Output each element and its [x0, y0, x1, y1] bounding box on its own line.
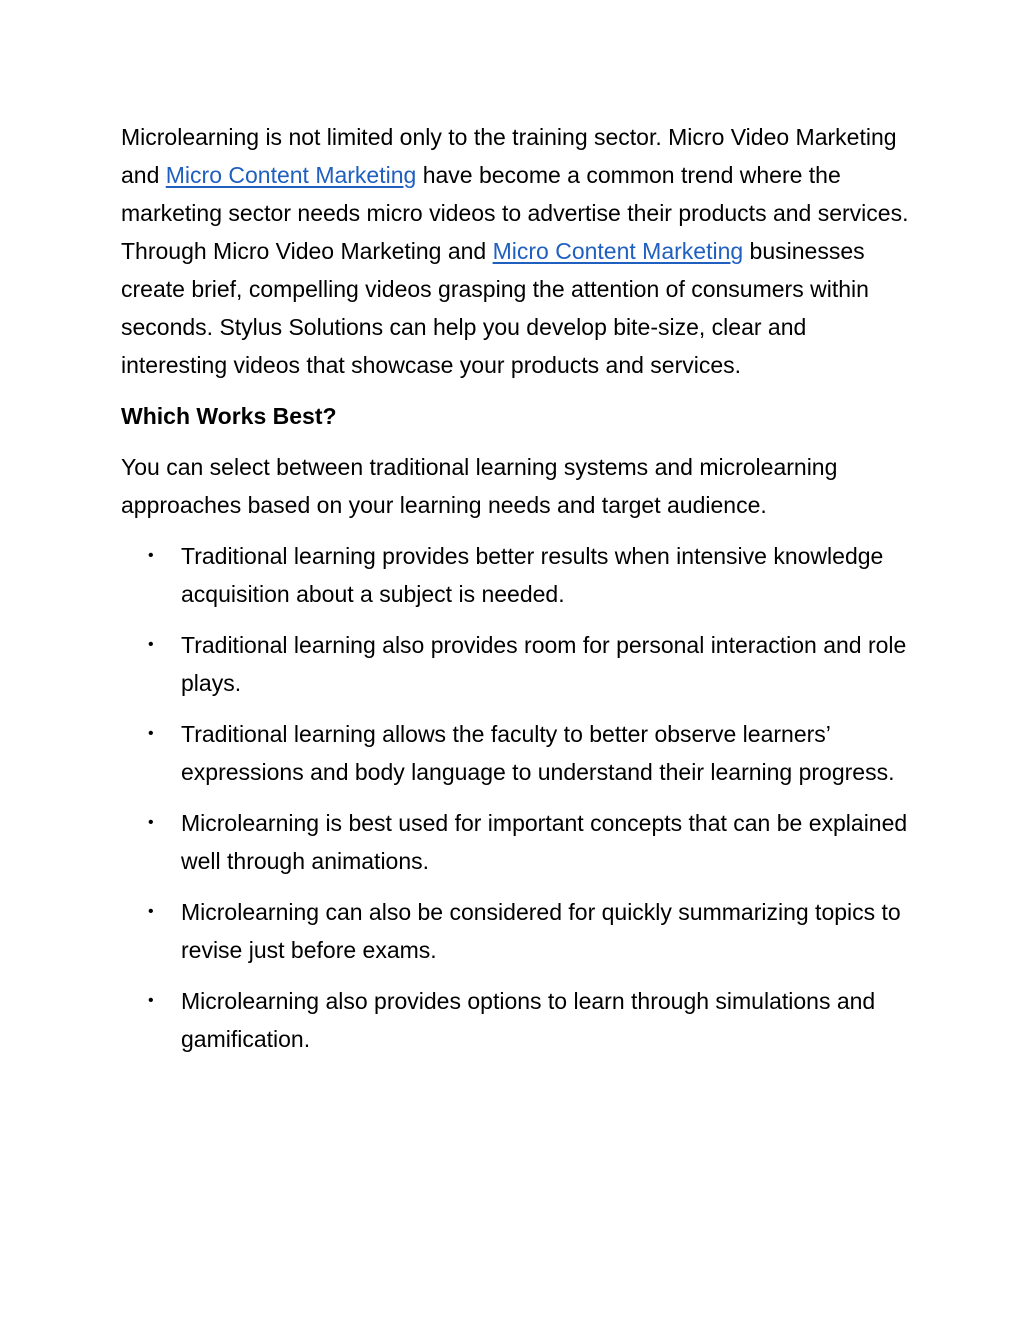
list-item-text: Traditional learning also provides room for personal interaction and role plays. — [181, 632, 907, 696]
bullet-icon: • — [148, 547, 154, 564]
bullet-icon: • — [148, 992, 154, 1009]
document-page — [121, 118, 911, 1071]
bullet-icon: • — [148, 903, 154, 920]
list-item-text: Microlearning is best used for important concepts that can be explained well through animations. — [181, 810, 908, 874]
list-item-text: Traditional learning allows the faculty to better observe learners’ expressions and body language to understand their learning progress. — [181, 721, 895, 785]
list-item — [121, 804, 911, 880]
intro-text-1: Microlearning is not limited only to the training sector. Micro Video Marketing and — [121, 124, 897, 188]
intro-text-3: businesses create brief, compelling videos grasping the attention of consumers within seconds. Stylus Solutions can help you develop bite-size, clear and interesting videos that showcase your products and services. — [121, 238, 869, 378]
list-item — [121, 626, 911, 702]
lead-paragraph: You can select between traditional learning systems and microlearning approaches based on your learning needs and target audience. — [121, 454, 838, 518]
bullet-icon: • — [148, 814, 154, 831]
list-item — [121, 715, 911, 791]
intro-text-2: have become a common trend where the marketing sector needs micro videos to advertise their products and services. Through Micro Video Marketing and — [121, 162, 909, 264]
list-item-text: Traditional learning provides better results when intensive knowledge acquisition about a subject is needed. — [181, 543, 884, 607]
list-item — [121, 893, 911, 969]
list-item-text: Microlearning can also be considered for quickly summarizing topics to revise just before exams. — [181, 899, 901, 963]
micro-content-marketing-link-2[interactable]: Micro Content Marketing — [492, 238, 744, 264]
list-item — [121, 982, 911, 1058]
bullet-list — [121, 537, 911, 1058]
list-item — [121, 537, 911, 613]
bullet-icon: • — [148, 725, 154, 742]
section-heading: Which Works Best? — [121, 403, 337, 429]
intro-paragraph — [121, 118, 911, 384]
list-item-text: Microlearning also provides options to learn through simulations and gamification. — [181, 988, 876, 1052]
micro-content-marketing-link-1[interactable]: Micro Content Marketing — [165, 162, 417, 188]
bullet-icon: • — [148, 636, 154, 653]
